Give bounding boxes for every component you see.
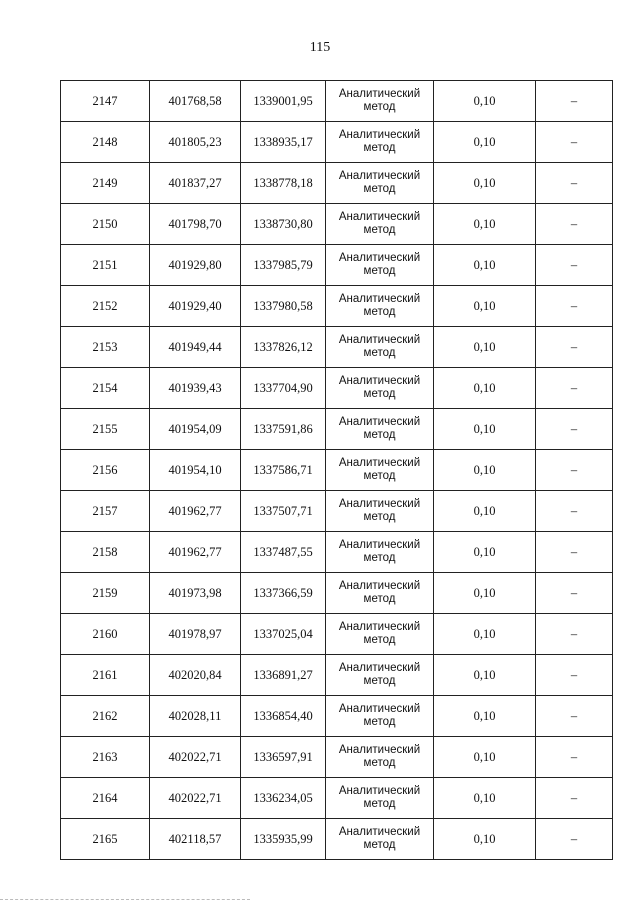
- point-id-cell: 2164: [61, 778, 150, 819]
- table-body: [61, 81, 613, 860]
- point-id-cell: 2149: [61, 163, 150, 204]
- method-line-1: Аналитический: [338, 579, 421, 592]
- table-row: [61, 245, 613, 286]
- y-coordinate-cell: 1337826,12: [241, 327, 326, 368]
- method-cell: [326, 204, 434, 245]
- note-cell: –: [536, 286, 613, 327]
- x-coordinate-cell: 402020,84: [150, 655, 241, 696]
- method-line-2: метод: [363, 224, 396, 236]
- x-coordinate-cell: 401954,10: [150, 450, 241, 491]
- method-cell: [326, 737, 434, 778]
- method-line-1: Аналитический: [338, 743, 421, 756]
- x-coordinate-cell: 401962,77: [150, 532, 241, 573]
- x-coordinate-cell: 401929,80: [150, 245, 241, 286]
- note-cell: –: [536, 122, 613, 163]
- y-coordinate-cell: 1335935,99: [241, 819, 326, 860]
- table-row: [61, 286, 613, 327]
- note-cell: –: [536, 163, 613, 204]
- method-line-2: метод: [363, 757, 396, 769]
- point-id-cell: 2162: [61, 696, 150, 737]
- method-line-2: метод: [363, 388, 396, 400]
- accuracy-cell: 0,10: [434, 204, 536, 245]
- note-cell: –: [536, 614, 613, 655]
- method-cell: [326, 532, 434, 573]
- method-cell: [326, 819, 434, 860]
- method-line-1: Аналитический: [338, 538, 421, 551]
- point-id-cell: 2163: [61, 737, 150, 778]
- y-coordinate-cell: 1337704,90: [241, 368, 326, 409]
- x-coordinate-cell: 402118,57: [150, 819, 241, 860]
- bottom-divider: [0, 899, 250, 901]
- method-line-1: Аналитический: [338, 292, 421, 305]
- table-row: [61, 819, 613, 860]
- point-id-cell: 2150: [61, 204, 150, 245]
- y-coordinate-cell: 1337591,86: [241, 409, 326, 450]
- table-row: [61, 163, 613, 204]
- note-cell: –: [536, 573, 613, 614]
- method-line-2: метод: [363, 511, 396, 523]
- method-cell: [326, 655, 434, 696]
- x-coordinate-cell: 401768,58: [150, 81, 241, 122]
- x-coordinate-cell: 401962,77: [150, 491, 241, 532]
- accuracy-cell: 0,10: [434, 163, 536, 204]
- point-id-cell: 2159: [61, 573, 150, 614]
- x-coordinate-cell: 401798,70: [150, 204, 241, 245]
- note-cell: –: [536, 409, 613, 450]
- x-coordinate-cell: 402022,71: [150, 737, 241, 778]
- table-row: [61, 122, 613, 163]
- accuracy-cell: 0,10: [434, 778, 536, 819]
- table-row: [61, 327, 613, 368]
- method-line-2: метод: [363, 183, 396, 195]
- method-cell: [326, 368, 434, 409]
- point-id-cell: 2154: [61, 368, 150, 409]
- accuracy-cell: 0,10: [434, 450, 536, 491]
- y-coordinate-cell: 1336234,05: [241, 778, 326, 819]
- x-coordinate-cell: 401939,43: [150, 368, 241, 409]
- note-cell: –: [536, 245, 613, 286]
- accuracy-cell: 0,10: [434, 409, 536, 450]
- table-row: [61, 204, 613, 245]
- x-coordinate-cell: 401805,23: [150, 122, 241, 163]
- table-row: [61, 696, 613, 737]
- point-id-cell: 2148: [61, 122, 150, 163]
- x-coordinate-cell: 401978,97: [150, 614, 241, 655]
- method-line-1: Аналитический: [338, 251, 421, 264]
- accuracy-cell: 0,10: [434, 614, 536, 655]
- y-coordinate-cell: 1337487,55: [241, 532, 326, 573]
- x-coordinate-cell: 401929,40: [150, 286, 241, 327]
- page-number: 115: [309, 40, 331, 55]
- note-cell: –: [536, 778, 613, 819]
- note-cell: –: [536, 450, 613, 491]
- method-line-2: метод: [363, 142, 396, 154]
- method-cell: [326, 491, 434, 532]
- method-cell: [326, 614, 434, 655]
- method-cell: [326, 327, 434, 368]
- accuracy-cell: 0,10: [434, 81, 536, 122]
- x-coordinate-cell: 402022,71: [150, 778, 241, 819]
- table-row: [61, 81, 613, 122]
- note-cell: –: [536, 368, 613, 409]
- method-cell: [326, 122, 434, 163]
- x-coordinate-cell: 401973,98: [150, 573, 241, 614]
- method-line-1: Аналитический: [338, 497, 421, 510]
- method-cell: [326, 245, 434, 286]
- note-cell: –: [536, 491, 613, 532]
- point-id-cell: 2147: [61, 81, 150, 122]
- accuracy-cell: 0,10: [434, 327, 536, 368]
- method-cell: [326, 696, 434, 737]
- method-line-1: Аналитический: [338, 333, 421, 346]
- method-cell: [326, 778, 434, 819]
- y-coordinate-cell: 1337366,59: [241, 573, 326, 614]
- x-coordinate-cell: 401954,09: [150, 409, 241, 450]
- y-coordinate-cell: 1336854,40: [241, 696, 326, 737]
- y-coordinate-cell: 1338730,80: [241, 204, 326, 245]
- note-cell: –: [536, 204, 613, 245]
- method-cell: [326, 81, 434, 122]
- method-line-2: метод: [363, 265, 396, 277]
- point-id-cell: 2155: [61, 409, 150, 450]
- method-line-2: метод: [363, 798, 396, 810]
- method-line-1: Аналитический: [338, 661, 421, 674]
- accuracy-cell: 0,10: [434, 245, 536, 286]
- accuracy-cell: 0,10: [434, 286, 536, 327]
- note-cell: –: [536, 655, 613, 696]
- table-row: [61, 532, 613, 573]
- method-line-1: Аналитический: [338, 620, 421, 633]
- method-line-1: Аналитический: [338, 210, 421, 223]
- method-line-1: Аналитический: [338, 415, 421, 428]
- method-line-1: Аналитический: [338, 456, 421, 469]
- method-line-2: метод: [363, 429, 396, 441]
- note-cell: –: [536, 696, 613, 737]
- accuracy-cell: 0,10: [434, 819, 536, 860]
- y-coordinate-cell: 1336891,27: [241, 655, 326, 696]
- method-line-1: Аналитический: [338, 702, 421, 715]
- note-cell: –: [536, 81, 613, 122]
- x-coordinate-cell: 401949,44: [150, 327, 241, 368]
- accuracy-cell: 0,10: [434, 573, 536, 614]
- method-line-2: метод: [363, 675, 396, 687]
- point-id-cell: 2165: [61, 819, 150, 860]
- method-line-2: метод: [363, 839, 396, 851]
- y-coordinate-cell: 1337980,58: [241, 286, 326, 327]
- method-line-1: Аналитический: [338, 87, 421, 100]
- table-row: [61, 778, 613, 819]
- point-id-cell: 2156: [61, 450, 150, 491]
- x-coordinate-cell: 402028,11: [150, 696, 241, 737]
- point-id-cell: 2158: [61, 532, 150, 573]
- coordinates-table: [60, 80, 613, 860]
- note-cell: –: [536, 532, 613, 573]
- note-cell: –: [536, 327, 613, 368]
- note-cell: –: [536, 819, 613, 860]
- method-line-2: метод: [363, 593, 396, 605]
- table-row: [61, 450, 613, 491]
- method-cell: [326, 450, 434, 491]
- y-coordinate-cell: 1336597,91: [241, 737, 326, 778]
- method-line-2: метод: [363, 716, 396, 728]
- table-row: [61, 491, 613, 532]
- point-id-cell: 2152: [61, 286, 150, 327]
- accuracy-cell: 0,10: [434, 122, 536, 163]
- method-line-2: метод: [363, 470, 396, 482]
- note-cell: –: [536, 737, 613, 778]
- method-line-1: Аналитический: [338, 128, 421, 141]
- table-row: [61, 614, 613, 655]
- method-line-1: Аналитический: [338, 374, 421, 387]
- point-id-cell: 2151: [61, 245, 150, 286]
- method-line-2: метод: [363, 634, 396, 646]
- method-cell: [326, 409, 434, 450]
- y-coordinate-cell: 1338778,18: [241, 163, 326, 204]
- method-line-1: Аналитический: [338, 784, 421, 797]
- y-coordinate-cell: 1337985,79: [241, 245, 326, 286]
- method-cell: [326, 286, 434, 327]
- accuracy-cell: 0,10: [434, 737, 536, 778]
- method-line-2: метод: [363, 347, 396, 359]
- x-coordinate-cell: 401837,27: [150, 163, 241, 204]
- method-line-1: Аналитический: [338, 825, 421, 838]
- point-id-cell: 2161: [61, 655, 150, 696]
- method-line-2: метод: [363, 306, 396, 318]
- table-row: [61, 573, 613, 614]
- method-line-2: метод: [363, 101, 396, 113]
- method-cell: [326, 573, 434, 614]
- y-coordinate-cell: 1337507,71: [241, 491, 326, 532]
- point-id-cell: 2160: [61, 614, 150, 655]
- y-coordinate-cell: 1337586,71: [241, 450, 326, 491]
- accuracy-cell: 0,10: [434, 655, 536, 696]
- point-id-cell: 2157: [61, 491, 150, 532]
- method-line-1: Аналитический: [338, 169, 421, 182]
- accuracy-cell: 0,10: [434, 491, 536, 532]
- method-line-2: метод: [363, 552, 396, 564]
- table-row: [61, 737, 613, 778]
- accuracy-cell: 0,10: [434, 696, 536, 737]
- y-coordinate-cell: 1337025,04: [241, 614, 326, 655]
- method-cell: [326, 163, 434, 204]
- accuracy-cell: 0,10: [434, 532, 536, 573]
- table-row: [61, 368, 613, 409]
- y-coordinate-cell: 1339001,95: [241, 81, 326, 122]
- point-id-cell: 2153: [61, 327, 150, 368]
- table-row: [61, 409, 613, 450]
- accuracy-cell: 0,10: [434, 368, 536, 409]
- y-coordinate-cell: 1338935,17: [241, 122, 326, 163]
- table-row: [61, 655, 613, 696]
